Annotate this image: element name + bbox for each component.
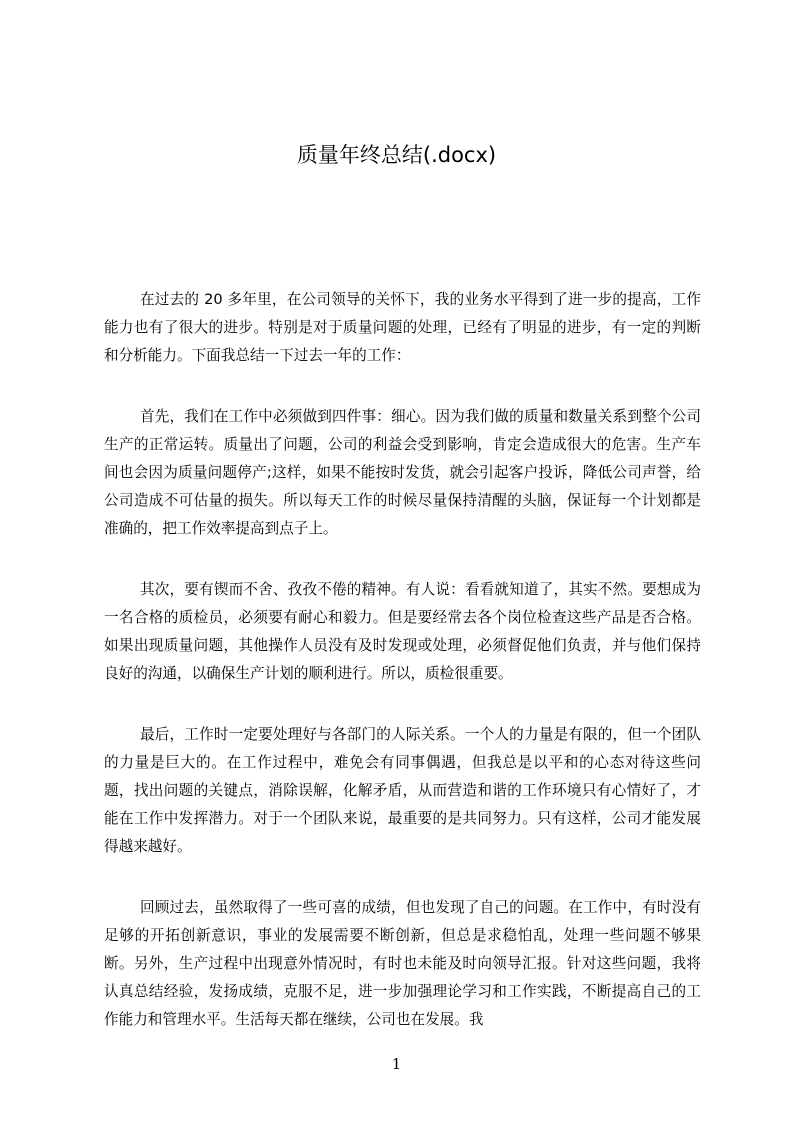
document-body xyxy=(104,286,701,1067)
paragraph-second-point: 其次，要有锲而不舍、孜孜不倦的精神。有人说：看看就知道了，其实不然。要想成为一名合格的质检员，必须要有耐心和毅力。但是要经常去各个岗位检查这些产品是否合格。如果出现质量问题，其他操作人员没有及时发现或处理，必须督促他们负责，并与他们保持良好的沟通，以确保生产计划的顺利进行。所以，质检很重要。 xyxy=(104,581,701,682)
paragraph-intro: 在过去的 20 多年里，在公司领导的关怀下，我的业务水平得到了进一步的提高，工作能力也有了很大的进步。特别是对于质量问题的处理，已经有了明显的进步，有一定的判断和分析能力。下面我总结一下过去一年的工作： xyxy=(104,291,701,364)
page-number: 1 xyxy=(391,1055,402,1073)
document-title: 质量年终总结(.docx) xyxy=(296,143,497,167)
paragraph-first-point: 首先，我们在工作中必须做到四件事：细心。因为我们做的质量和数量关系到整个公司生产的正常运转。质量出了问题，公司的利益会受到影响，肯定会造成很大的危害。生产车间也会因为质量问题停产;这样，如果不能按时发货，就会引起客户投诉，降低公司声誉，给公司造成不可估量的损失。所以每天工作的时候尽量保持清醒的头脑，保证每一个计划都是准确的，把工作效率提高到点子上。 xyxy=(104,408,701,537)
paragraph-review: 回顾过去，虽然取得了一些可喜的成绩，但也发现了自己的问题。在工作中，有时没有足够的开拓创新意识，事业的发展需要不断创新，但总是求稳怕乱，处理一些问题不够果断。另外，生产过程中出现意外情况时，有时也未能及时向领导汇报。针对这些问题，我将认真总结经验，发扬成绩，克服不足，进一步加强理论学习和工作实践，不断提高自己的工作能力和管理水平。生活每天都在继续，公司也在发展。我 xyxy=(104,899,701,1028)
paragraph-third-point: 最后，工作时一定要处理好与各部门的人际关系。一个人的力量是有限的，但一个团队的力量是巨大的。在工作过程中，难免会有同事偶遇，但我总是以平和的心态对待这些问题，找出问题的关键点，消除误解，化解矛盾，从而营造和谐的工作环境只有心情好了，才能在工作中发挥潜力。对于一个团队来说，最重要的是共同努力。只有这样，公司才能发展得越来越好。 xyxy=(104,726,701,855)
